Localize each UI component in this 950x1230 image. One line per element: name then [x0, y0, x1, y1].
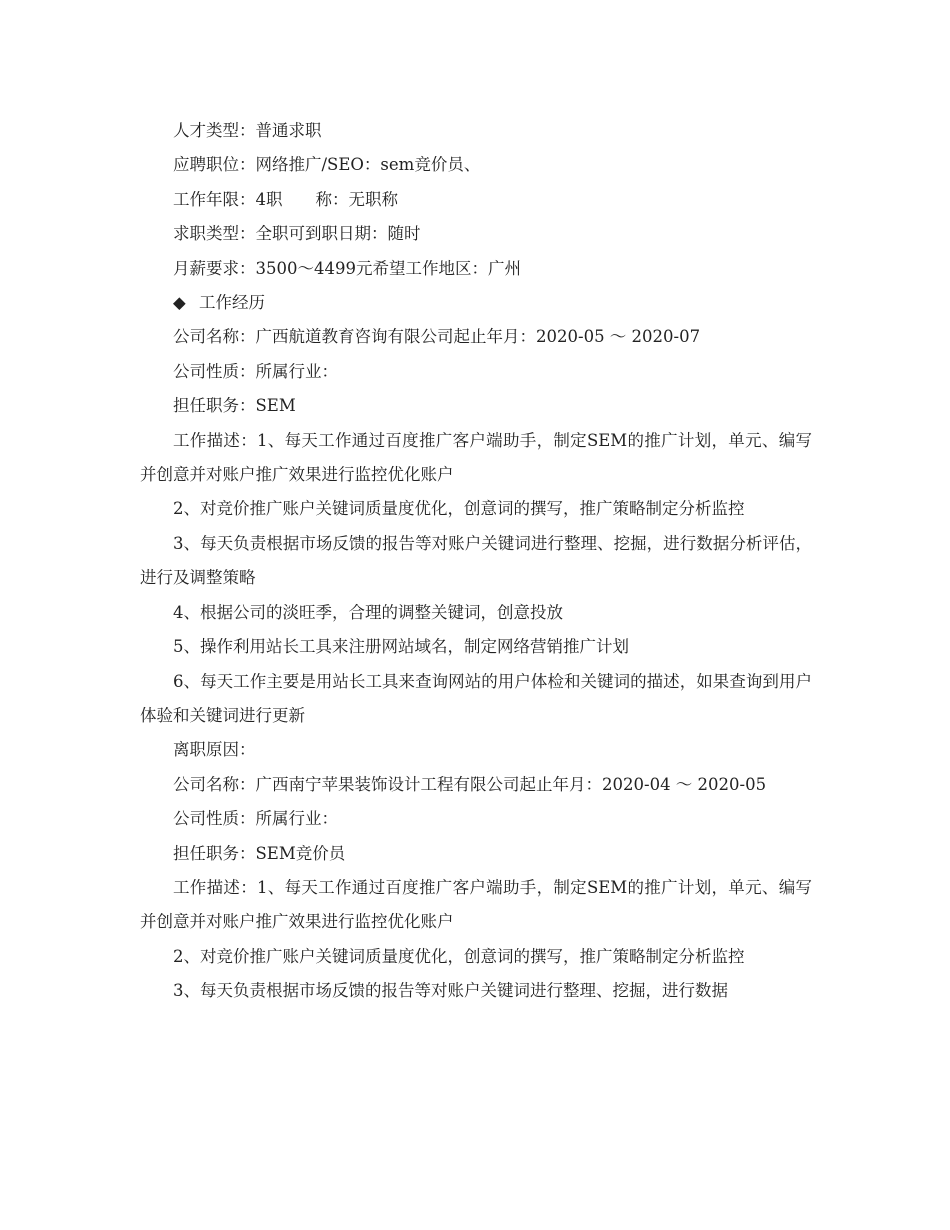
job-2-description-3: 3、每天负责根据市场反馈的报告等对账户关键词进行整理、挖掘，进行数据: [173, 981, 728, 1001]
job-1-position: 担任职务：SEM: [173, 396, 296, 416]
diamond-bullet-icon: ◆: [173, 293, 186, 313]
job-1-nature: 公司性质：所属行业：: [173, 361, 338, 381]
applied-position-line: 应聘职位：网络推广/SEO：sem竞价员、: [173, 155, 481, 175]
salary-line: 月薪要求：3500～4499元希望工作地区：广州: [173, 258, 521, 278]
job-2-nature: 公司性质：所属行业：: [173, 809, 338, 829]
job-2-description-1: 工作描述：1、每天工作通过百度推广客户端助手，制定SEM的推广计划，单元、编写并创意并对账户推广效果进行监控优化账户: [140, 877, 812, 932]
job-1-description-1: 工作描述：1、每天工作通过百度推广客户端助手，制定SEM的推广计划，单元、编写并创意并对账户推广效果进行监控优化账户: [140, 430, 812, 485]
job-2-company: 公司名称：广西南宁苹果装饰设计工程有限公司起止年月：2020-04 ～ 2020-05: [173, 774, 767, 794]
section-heading-work-experience: [140, 286, 812, 320]
job-1-description-3: 3、每天负责根据市场反馈的报告等对账户关键词进行整理、挖掘，进行数据分析评估，进行及调整策略: [140, 533, 812, 588]
job-type-line: 求职类型：全职可到职日期：随时: [173, 224, 421, 244]
work-years-line: 工作年限：4职 称：无职称: [173, 189, 398, 209]
job-1-description-4: 4、根据公司的淡旺季，合理的调整关键词，创意投放: [173, 602, 563, 622]
job-1-description-2: 2、对竞价推广账户关键词质量度优化，创意词的撰写，推广策略制定分析监控: [173, 499, 745, 519]
section-title: 工作经历: [199, 293, 265, 313]
document-body: [140, 114, 812, 1009]
job-1-leave-reason: 离职原因：: [173, 740, 256, 760]
job-1-description-5: 5、操作利用站长工具来注册网站域名，制定网络营销推广计划: [173, 637, 629, 657]
job-1-company: 公司名称：广西航道教育咨询有限公司起止年月：2020-05 ～ 2020-07: [173, 327, 701, 347]
job-2-position: 担任职务：SEM竞价员: [173, 843, 346, 863]
job-1-description-6: 6、每天工作主要是用站长工具来查询网站的用户体检和关键词的描述，如果查询到用户体验和关键词进行更新: [140, 671, 812, 725]
talent-type-line: 人才类型：普通求职: [173, 121, 322, 140]
job-2-description-2: 2、对竞价推广账户关键词质量度优化，创意词的撰写，推广策略制定分析监控: [173, 946, 745, 966]
